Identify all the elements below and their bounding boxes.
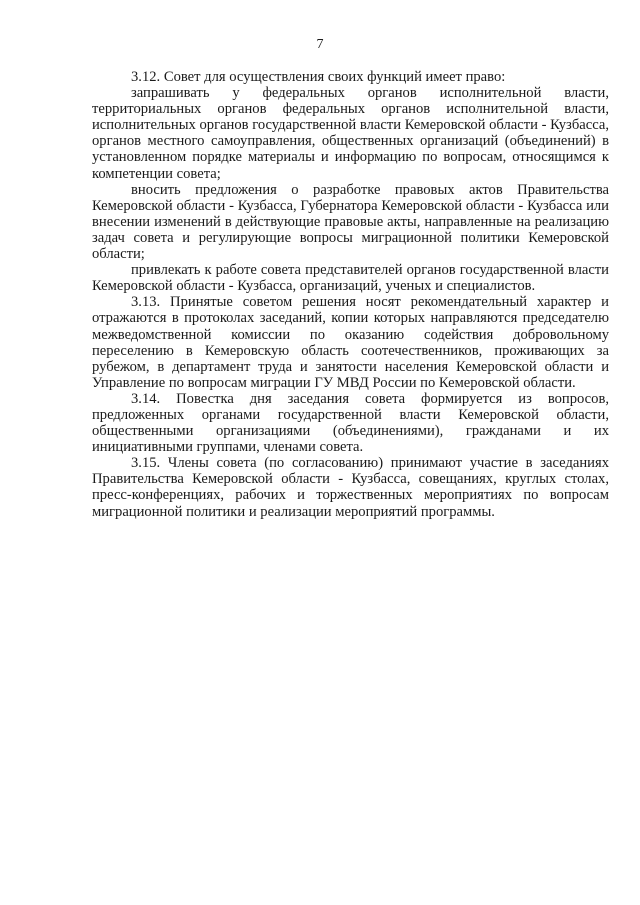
paragraph-request-materials: запрашивать у федеральных органов исполнительной власти, территориальных органов федеральных органов исполнительной власти, исполнительных органов государственной власти Кемеровской области - Кузбасса, органов местного самоуправления, общественных организаций (объединений) в установленном порядке материалы и информацию по вопросам, относящимся к компетенции совета; xyxy=(92,85,609,182)
paragraph-3-14: 3.14. Повестка дня заседания совета формируется из вопросов, предложенных органами государственной власти Кемеровской области, общественными организациями (объединениями), гражданами и их инициативными группами, членами совета. xyxy=(92,390,609,456)
paragraph-involve-representatives: привлекать к работе совета представителей органов государственной власти Кемеровской области - Кузбасса, организаций, ученых и специалистов. xyxy=(92,262,609,295)
paragraph-3-13: 3.13. Принятые советом решения носят рекомендательный характер и отражаются в протоколах заседаний, копии которых направляются председателю межведомственной комиссии по оказанию содействия добровольному переселению в Кемеровскую область соотечественников, проживающих за рубежом, в департамент труда и занятости населения Кемеровской области и Управление по вопросам миграции ГУ МВД России по Кемеровской области. xyxy=(92,294,609,391)
page-number: 7 xyxy=(316,37,324,52)
paragraph-3-12-heading: 3.12. Совет для осуществления своих функций имеет право: xyxy=(131,69,506,85)
document-body xyxy=(92,69,609,520)
paragraph-submit-proposals: вносить предложения о разработке правовых актов Правительства Кемеровской области - Кузбасса, Губернатора Кемеровской области - Кузбасса или внесении изменений в действующие правовые акты, направленные на реализацию задач совета и регулирующие вопросы миграционной политики Кемеровской области; xyxy=(92,181,609,263)
paragraph-3-15: 3.15. Члены совета (по согласованию) принимают участие в заседаниях Правительства Кемеровской области - Кузбасса, совещаниях, круглых столах, пресс-конференциях, рабочих и торжественных мероприятиях по вопросам миграционной политики и реализации мероприятий программы. xyxy=(92,455,609,520)
